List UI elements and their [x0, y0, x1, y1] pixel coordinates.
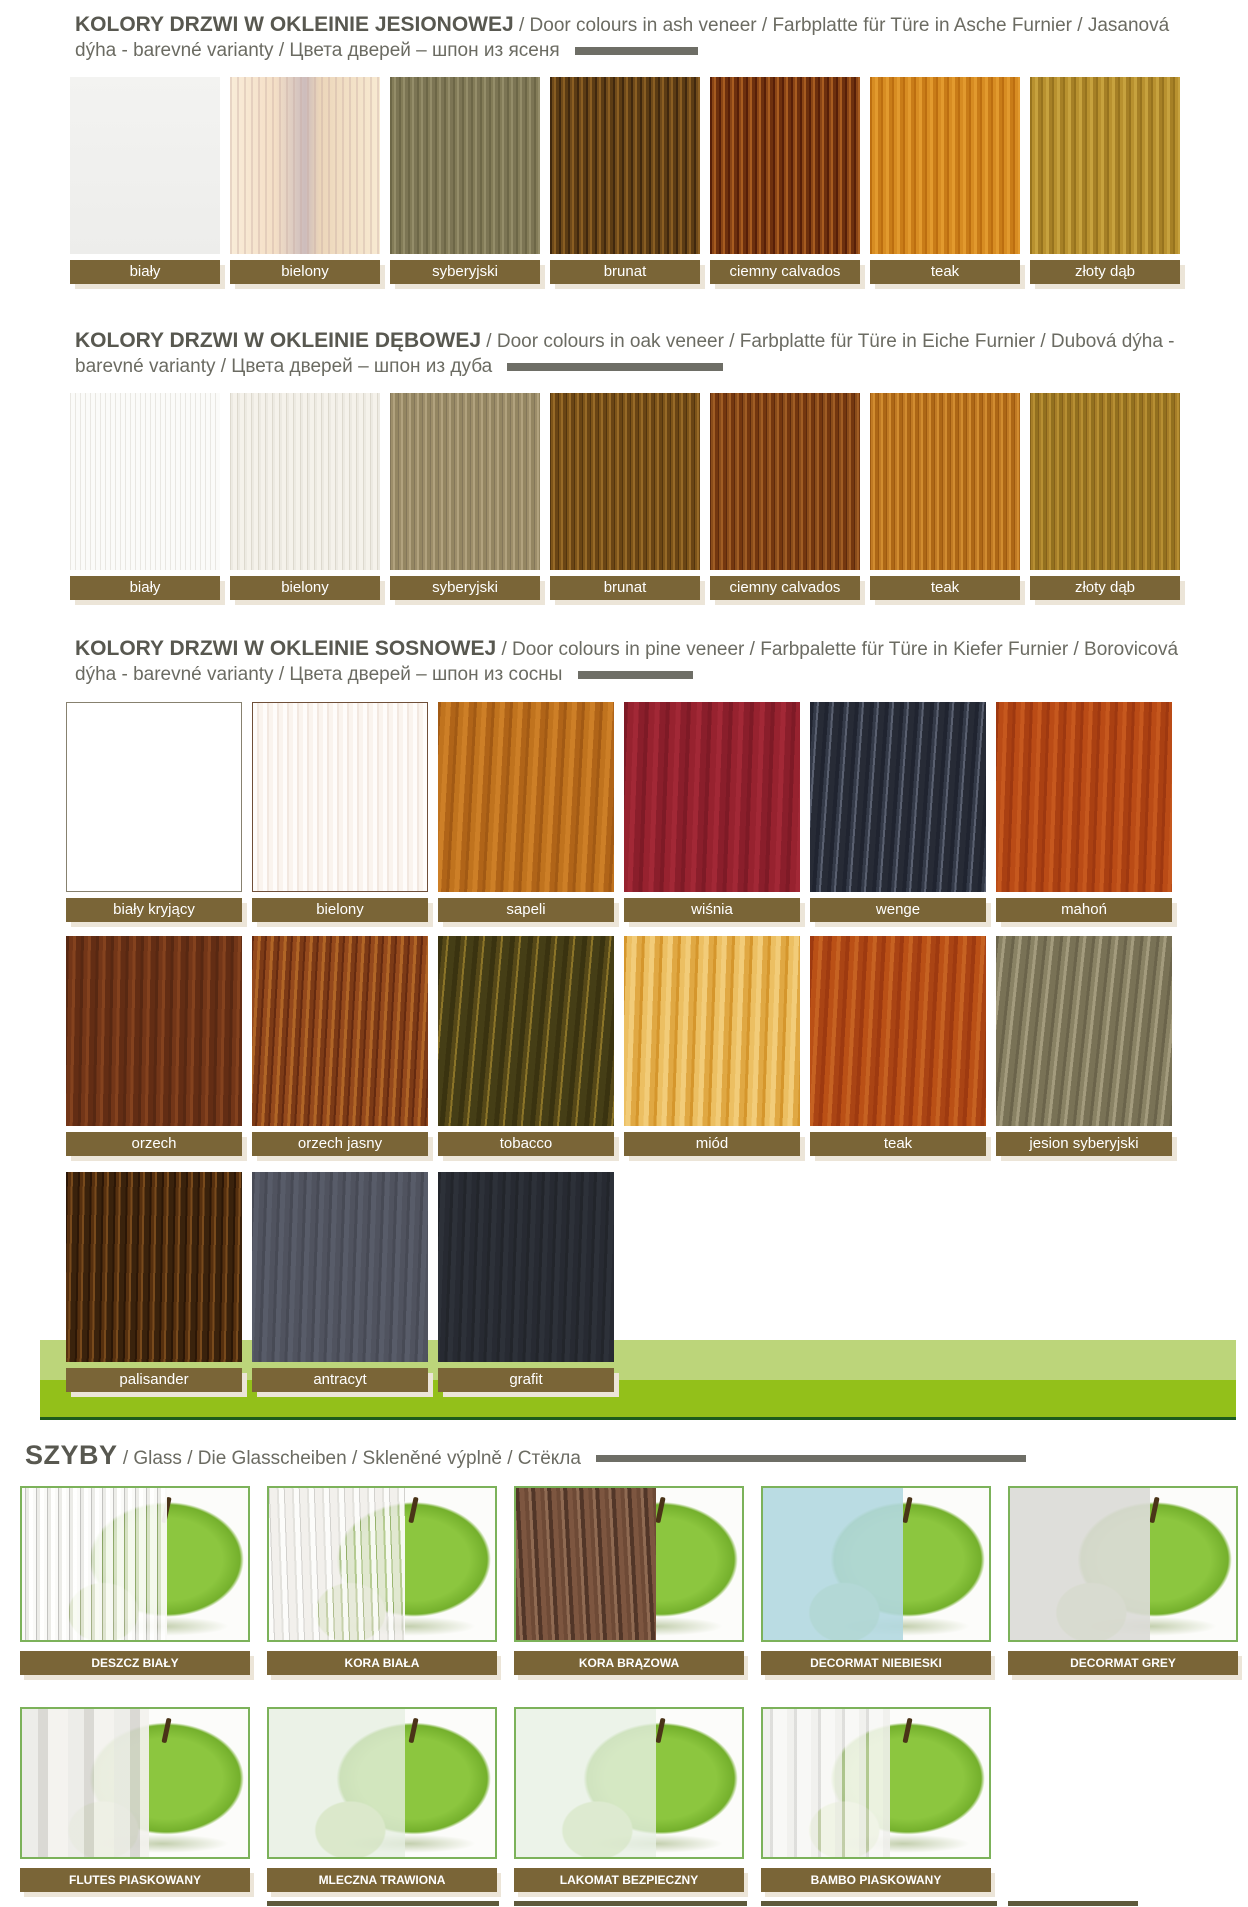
- glass-sample-image: [514, 1707, 744, 1859]
- swatch-cell: [1030, 77, 1180, 284]
- glass-label: DECORMAT NIEBIESKI: [761, 1651, 991, 1675]
- pine-swatch-row-1: [66, 702, 1248, 922]
- swatch-label: bielony: [252, 898, 428, 922]
- swatch-label: teak: [870, 576, 1020, 600]
- glass-label: KORA BRĄZOWA: [514, 1651, 744, 1675]
- header-rule-bar: [575, 47, 698, 55]
- swatch-label: teak: [810, 1132, 986, 1156]
- glass-cell: [761, 1486, 991, 1675]
- swatch-label: biały: [70, 260, 220, 284]
- wood-swatch-image: [624, 702, 800, 892]
- swatch-label: wenge: [810, 898, 986, 922]
- swatch-cell: [1030, 393, 1180, 600]
- glass-texture-overlay: [516, 1488, 656, 1640]
- glass-sample-image: [267, 1707, 497, 1859]
- glass-row-2: [20, 1707, 1248, 1892]
- glass-label: MLECZNA TRAWIONA: [267, 1868, 497, 1892]
- swatch-cell: [438, 702, 614, 922]
- wood-swatch-image: [252, 702, 428, 892]
- cutoff-strip: [267, 1901, 499, 1906]
- swatch-cell: [550, 393, 700, 600]
- cutoff-strip: [1008, 1901, 1138, 1906]
- swatch-cell: [438, 1172, 614, 1392]
- wood-swatch-image: [870, 77, 1020, 254]
- swatch-label: wiśnia: [624, 898, 800, 922]
- wood-swatch-image: [870, 393, 1020, 570]
- section-oak-veneer: [0, 328, 1248, 600]
- glass-label: DESZCZ BIAŁY: [20, 1651, 250, 1675]
- swatch-label: syberyjski: [390, 260, 540, 284]
- glass-texture-overlay: [22, 1488, 167, 1640]
- wood-swatch-image: [810, 702, 986, 892]
- section-glass: [0, 1438, 1248, 1907]
- swatch-cell: [230, 393, 380, 600]
- glass-texture-overlay: [22, 1709, 149, 1857]
- swatch-cell: [810, 936, 986, 1156]
- glass-texture-overlay: [269, 1488, 405, 1640]
- ash-swatch-row: [70, 77, 1248, 284]
- glass-row-1: [20, 1486, 1248, 1675]
- swatch-label: bielony: [230, 576, 380, 600]
- swatch-cell: [870, 77, 1020, 284]
- glass-label: BAMBO PIASKOWANY: [761, 1868, 991, 1892]
- wood-swatch-image: [438, 936, 614, 1126]
- glass-cell: [761, 1707, 991, 1892]
- glass-cell: [1008, 1486, 1238, 1675]
- wood-swatch-image: [1030, 77, 1180, 254]
- swatch-cell: [252, 936, 428, 1156]
- glass-cell: [20, 1707, 250, 1892]
- cutoff-strip: [761, 1901, 997, 1906]
- glass-label: LAKOMAT BEZPIECZNY: [514, 1868, 744, 1892]
- wood-swatch-image: [390, 77, 540, 254]
- swatch-cell: [70, 393, 220, 600]
- glass-sample-image: [761, 1707, 991, 1859]
- swatch-cell: [390, 77, 540, 284]
- glass-sample-image: [20, 1707, 250, 1859]
- wood-swatch-image: [624, 936, 800, 1126]
- swatch-label: tobacco: [438, 1132, 614, 1156]
- swatch-cell: [710, 393, 860, 600]
- swatch-label: biały kryjący: [66, 898, 242, 922]
- glass-texture-overlay: [763, 1709, 890, 1857]
- swatch-cell: [252, 1172, 428, 1392]
- swatch-label: mahoń: [996, 898, 1172, 922]
- wood-swatch-image: [550, 77, 700, 254]
- swatch-label: sapeli: [438, 898, 614, 922]
- swatch-label: palisander: [66, 1368, 242, 1392]
- glass-cell: [514, 1707, 744, 1892]
- header-rule-bar: [507, 363, 723, 371]
- wood-swatch-image: [438, 702, 614, 892]
- swatch-label: złoty dąb: [1030, 260, 1180, 284]
- glass-cell: [267, 1486, 497, 1675]
- section-glass-title: SZYBY: [25, 1439, 118, 1470]
- green-bar-dark-line: [40, 1417, 1236, 1420]
- swatch-label: ciemny calvados: [710, 576, 860, 600]
- section-oak-header: [75, 328, 1188, 379]
- pine-swatch-row-3-wrap: [0, 1172, 1248, 1420]
- swatch-cell: [710, 77, 860, 284]
- swatch-label: złoty dąb: [1030, 576, 1180, 600]
- wood-swatch-image: [70, 393, 220, 570]
- swatch-label: brunat: [550, 260, 700, 284]
- glass-sample-image: [761, 1486, 991, 1642]
- wood-swatch-image: [252, 1172, 428, 1362]
- glass-cell: [20, 1486, 250, 1675]
- section-pine-subtitle: / Door colours in pine veneer / Farbpalette für Türe in Kiefer Furnier / Borovicová dýha - barevné varianty / Цвета дверей – шпон из сосны: [75, 639, 1179, 686]
- section-glass-subtitle: / Glass / Die Glasscheiben / Skleněné výplně / Стёкла: [122, 1447, 581, 1469]
- wood-swatch-image: [550, 393, 700, 570]
- section-glass-header: [25, 1438, 1208, 1473]
- swatch-cell: [252, 702, 428, 922]
- glass-cell: [267, 1707, 497, 1892]
- swatch-cell: [390, 393, 540, 600]
- glass-texture-overlay: [269, 1709, 405, 1857]
- wood-swatch-image: [996, 936, 1172, 1126]
- wood-swatch-image: [390, 393, 540, 570]
- swatch-label: brunat: [550, 576, 700, 600]
- swatch-cell: [66, 936, 242, 1156]
- wood-swatch-image: [1030, 393, 1180, 570]
- glass-label: FLUTES PIASKOWANY: [20, 1868, 250, 1892]
- wood-swatch-image: [710, 393, 860, 570]
- section-oak-subtitle: / Door colours in oak veneer / Farbplatte für Türe in Eiche Furnier / Dubová dýha - barevné varianty / Цвета дверей – шпон из дуба: [75, 331, 1175, 378]
- glass-sample-image: [267, 1486, 497, 1642]
- swatch-cell: [230, 77, 380, 284]
- swatch-cell: [70, 77, 220, 284]
- swatch-cell: [66, 1172, 242, 1392]
- swatch-label: orzech jasny: [252, 1132, 428, 1156]
- section-ash-title: KOLORY DRZWI W OKLEINIE JESIONOWEJ: [75, 13, 514, 36]
- swatch-label: biały: [70, 576, 220, 600]
- swatch-cell: [624, 936, 800, 1156]
- glass-label: KORA BIAŁA: [267, 1651, 497, 1675]
- wood-swatch-image: [70, 77, 220, 254]
- swatch-label: ciemny calvados: [710, 260, 860, 284]
- section-pine-veneer: [0, 636, 1248, 1419]
- wood-swatch-image: [66, 702, 242, 892]
- glass-cell: [514, 1486, 744, 1675]
- swatch-cell: [550, 77, 700, 284]
- cutoff-next-row-strips: [20, 1901, 1248, 1907]
- pine-swatch-row-3: [66, 1172, 1248, 1392]
- glass-sample-image: [20, 1486, 250, 1642]
- section-ash-header: [75, 0, 1188, 63]
- glass-texture-overlay: [516, 1709, 656, 1857]
- swatch-label: miód: [624, 1132, 800, 1156]
- section-ash-veneer: [0, 0, 1248, 284]
- swatch-label: grafit: [438, 1368, 614, 1392]
- glass-texture-overlay: [763, 1488, 903, 1640]
- header-rule-bar: [596, 1455, 1026, 1462]
- cutoff-strip: [514, 1901, 747, 1906]
- swatch-cell: [996, 702, 1172, 922]
- wood-swatch-image: [438, 1172, 614, 1362]
- swatch-cell: [624, 702, 800, 922]
- pine-swatch-row-2: [66, 936, 1248, 1156]
- header-rule-bar: [578, 671, 693, 679]
- wood-swatch-image: [66, 936, 242, 1126]
- glass-sample-image: [514, 1486, 744, 1642]
- swatch-label: bielony: [230, 260, 380, 284]
- swatch-label: antracyt: [252, 1368, 428, 1392]
- wood-swatch-image: [710, 77, 860, 254]
- section-ash-subtitle: / Door colours in ash veneer / Farbplatte für Türe in Asche Furnier / Jasanová dýha - barevné varianty / Цвета дверей – шпон из ясеня: [75, 15, 1170, 61]
- wood-swatch-image: [230, 393, 380, 570]
- swatch-label: syberyjski: [390, 576, 540, 600]
- glass-label: DECORMAT GREY: [1008, 1651, 1238, 1675]
- glass-sample-image: [1008, 1486, 1238, 1642]
- swatch-cell: [66, 702, 242, 922]
- oak-swatch-row: [70, 393, 1248, 600]
- swatch-label: teak: [870, 260, 1020, 284]
- glass-texture-overlay: [1010, 1488, 1150, 1640]
- swatch-cell: [870, 393, 1020, 600]
- section-pine-header: [75, 636, 1188, 687]
- wood-swatch-image: [252, 936, 428, 1126]
- swatch-label: orzech: [66, 1132, 242, 1156]
- swatch-cell: [996, 936, 1172, 1156]
- section-pine-title: KOLORY DRZWI W OKLEINIE SOSNOWEJ: [75, 637, 497, 661]
- wood-swatch-image: [66, 1172, 242, 1362]
- swatch-label: jesion syberyjski: [996, 1132, 1172, 1156]
- swatch-cell: [810, 702, 986, 922]
- wood-swatch-image: [230, 77, 380, 254]
- swatch-cell: [438, 936, 614, 1156]
- wood-swatch-image: [996, 702, 1172, 892]
- wood-swatch-image: [810, 936, 986, 1126]
- section-oak-title: KOLORY DRZWI W OKLEINIE DĘBOWEJ: [75, 329, 482, 353]
